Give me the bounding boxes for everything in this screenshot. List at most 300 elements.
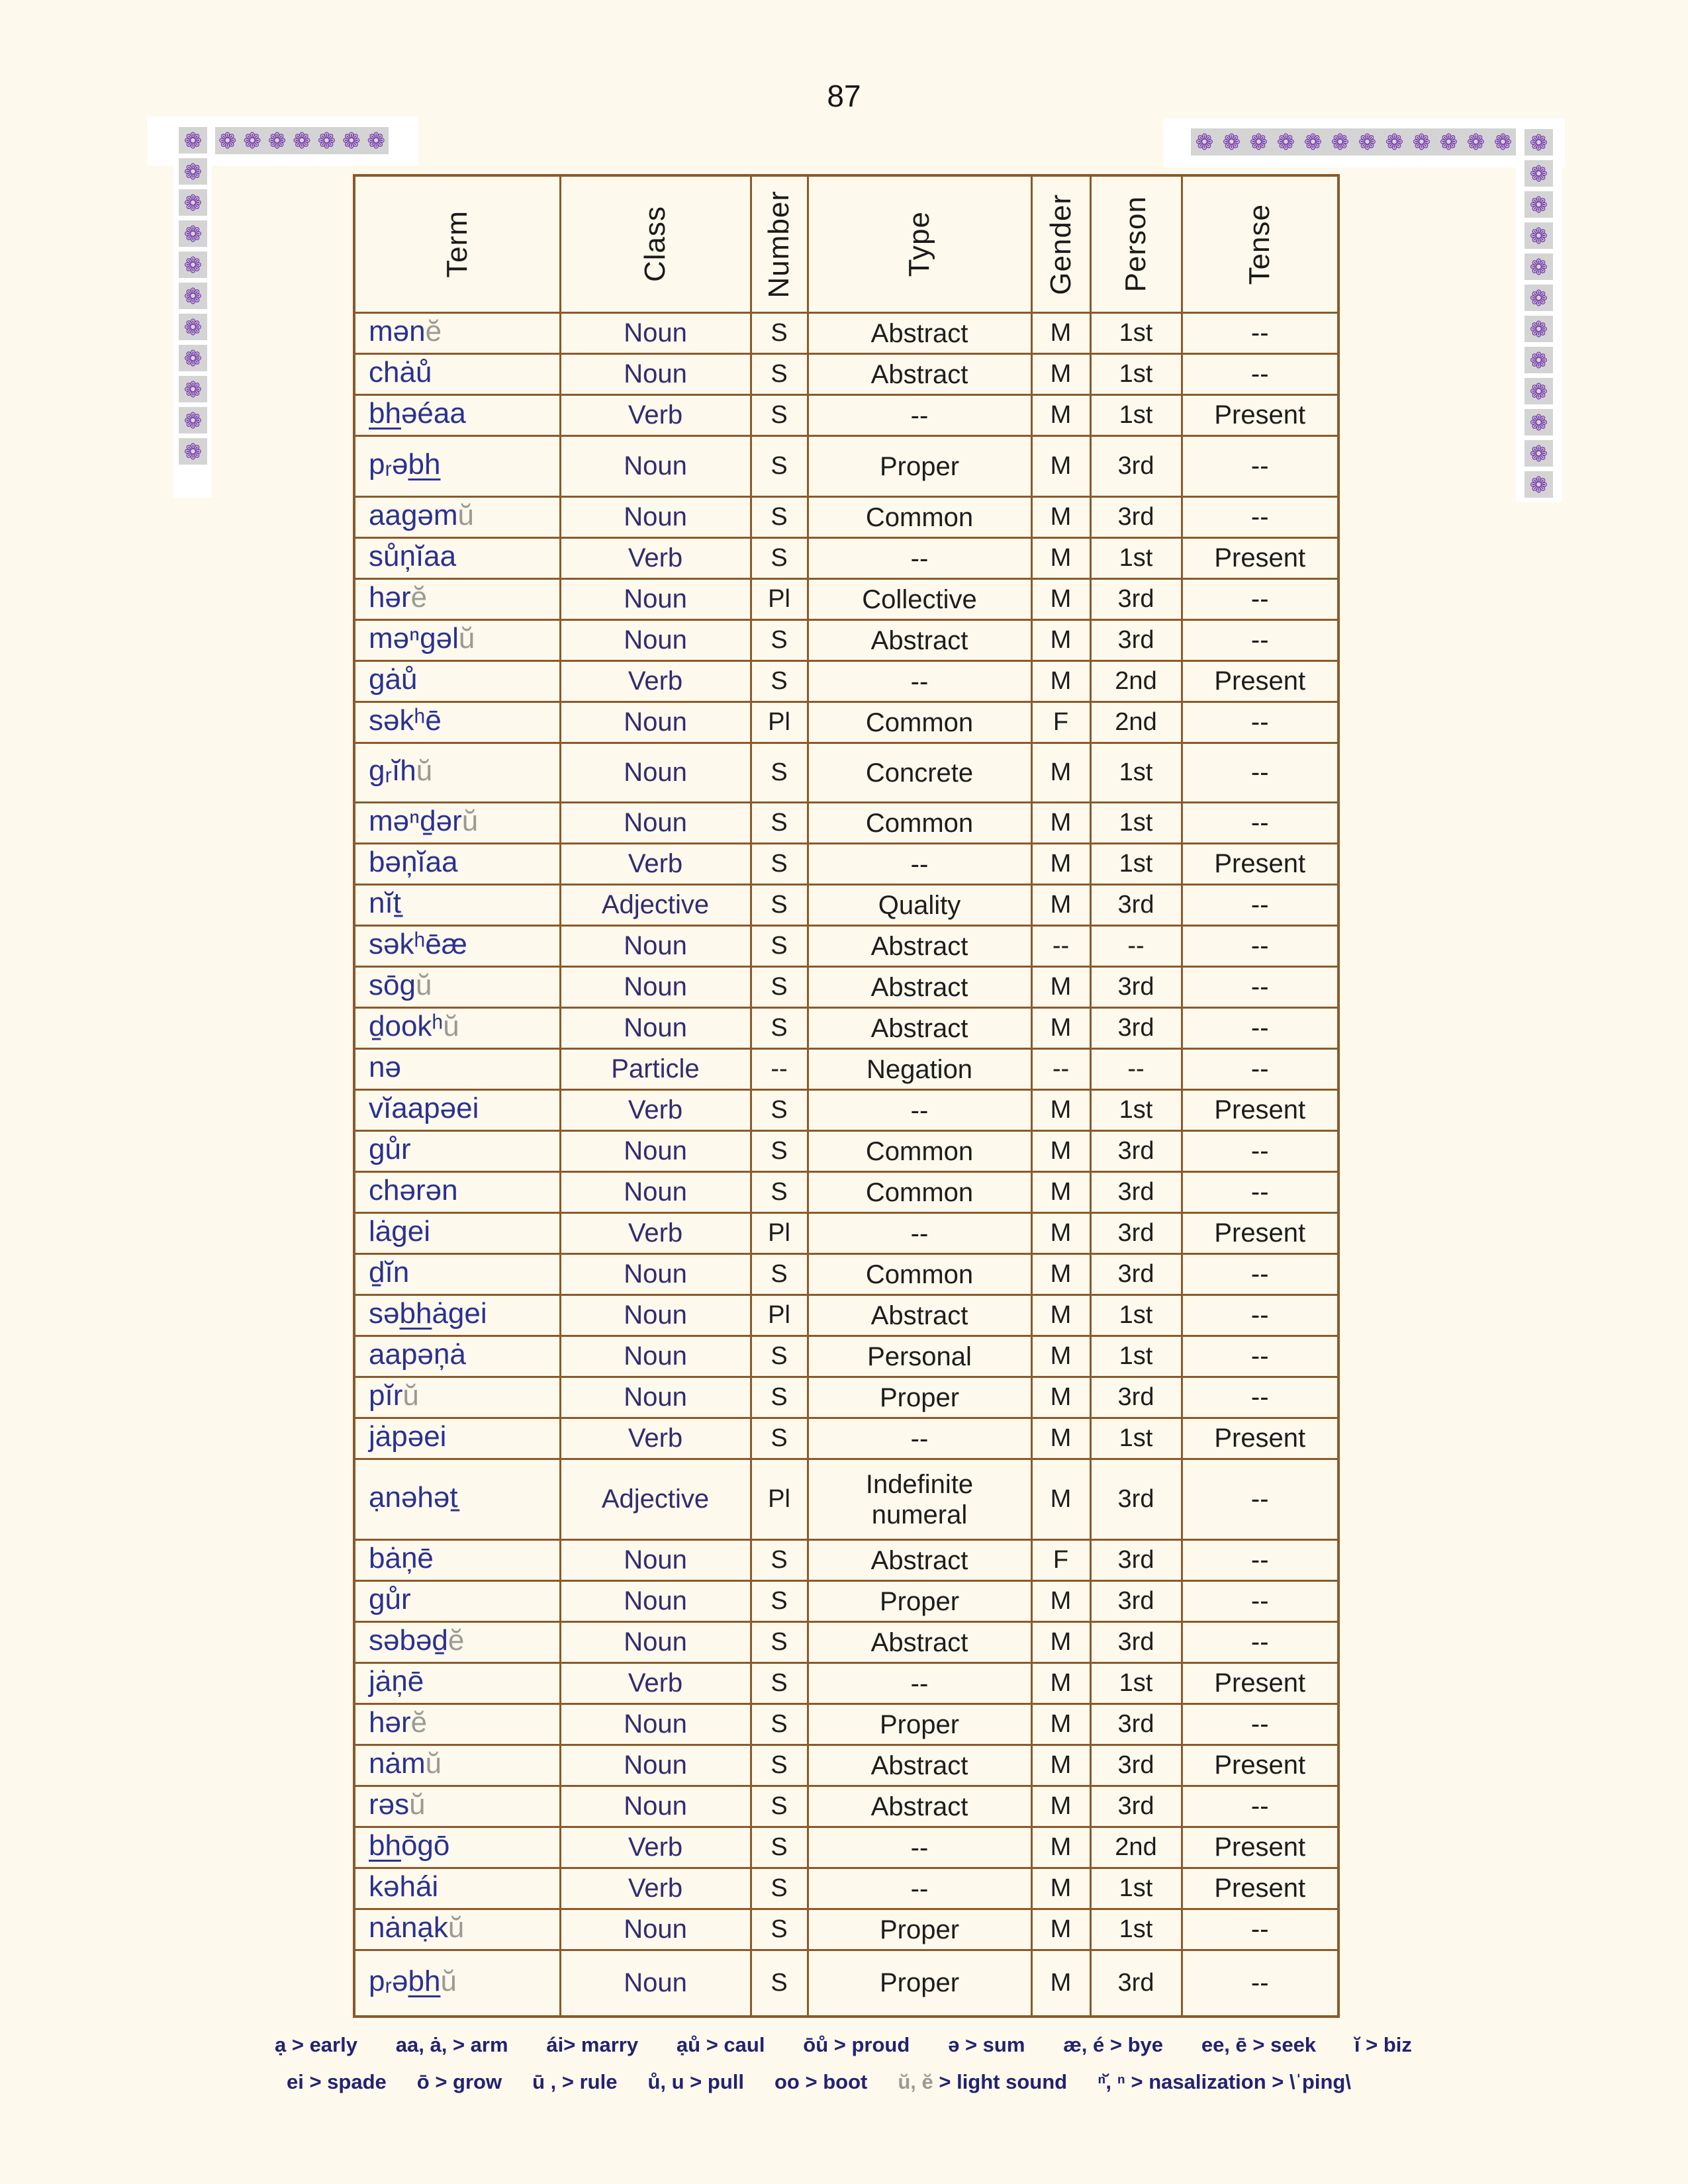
person-cell: 1st	[1090, 538, 1182, 579]
type-cell: Abstract	[808, 1008, 1031, 1049]
class-cell: Noun	[560, 926, 751, 967]
number-cell: S	[751, 436, 808, 497]
term-cell: nə	[354, 1049, 560, 1090]
table-row	[354, 844, 1338, 885]
term-cell: bhəéaa	[354, 395, 560, 436]
tense-cell: Present	[1182, 1213, 1338, 1254]
tense-cell: --	[1182, 1622, 1338, 1663]
flower-tile	[179, 189, 207, 216]
flower-icon: ❁	[1493, 130, 1513, 154]
number-cell: S	[751, 1090, 808, 1131]
flower-icon: ❁	[183, 439, 203, 464]
gender-cell: M	[1031, 579, 1090, 620]
person-cell: 3rd	[1090, 1213, 1182, 1254]
person-cell: 3rd	[1090, 436, 1182, 497]
gender-cell: M	[1031, 1131, 1090, 1172]
number-cell: S	[751, 1254, 808, 1295]
number-cell: S	[751, 967, 808, 1008]
class-cell: Noun	[560, 1581, 751, 1622]
person-cell: --	[1090, 1049, 1182, 1090]
tense-cell: Present	[1182, 395, 1338, 436]
type-cell: Collective	[808, 579, 1031, 620]
tense-cell: --	[1182, 1581, 1338, 1622]
number-cell: S	[751, 620, 808, 661]
term-cell: səbhȧgei	[354, 1295, 560, 1336]
term-cell: pᵣəbh	[354, 436, 560, 497]
number-cell: S	[751, 1909, 808, 1950]
term-cell: səkʰēæ	[354, 926, 560, 967]
class-cell: Noun	[560, 1704, 751, 1745]
flower-icon: ❁	[367, 128, 386, 153]
class-cell: Noun	[560, 1540, 751, 1581]
class-cell: Noun	[560, 967, 751, 1008]
column-header-label: Person	[1119, 196, 1152, 293]
column-header-label: Tense	[1243, 203, 1276, 285]
class-cell: Noun	[560, 1909, 751, 1950]
class-cell: Noun	[560, 497, 751, 538]
person-cell: 3rd	[1090, 1459, 1182, 1540]
table-row	[354, 1868, 1338, 1909]
table-row	[354, 803, 1338, 844]
class-cell: Verb	[560, 844, 751, 885]
gender-cell: M	[1031, 1172, 1090, 1213]
gender-cell: M	[1031, 1909, 1090, 1950]
tense-cell: --	[1182, 1704, 1338, 1745]
term-cell: jȧņē	[354, 1663, 560, 1704]
tense-cell: --	[1182, 743, 1338, 803]
person-cell: 1st	[1090, 1336, 1182, 1377]
person-cell: 1st	[1090, 803, 1182, 844]
table-row	[354, 538, 1338, 579]
pronunciation-key-item: ū , > rule	[532, 2070, 618, 2093]
table-row	[354, 1622, 1338, 1663]
tense-cell: Present	[1182, 1868, 1338, 1909]
gender-cell: M	[1031, 1786, 1090, 1827]
column-header-label: Term	[440, 210, 473, 278]
flower-tile	[179, 283, 207, 309]
person-cell: 3rd	[1090, 1131, 1182, 1172]
type-cell: Proper	[808, 1950, 1031, 2017]
gender-cell: M	[1031, 1704, 1090, 1745]
pronunciation-key-item: ĭ > biz	[1354, 2033, 1412, 2056]
class-cell: Noun	[560, 1622, 751, 1663]
class-cell: Noun	[560, 313, 751, 354]
type-cell: Indefinite numeral	[808, 1459, 1031, 1540]
pronunciation-key-item: ạ > early	[275, 2033, 357, 2056]
term-cell: hərĕ	[354, 579, 560, 620]
page-number: 87	[827, 79, 861, 113]
flower-icon: ❁	[1385, 130, 1404, 154]
number-cell: S	[751, 885, 808, 926]
type-cell: Common	[808, 1131, 1031, 1172]
term-cell: gᵣĭhŭ	[354, 743, 560, 803]
flower-tile	[179, 345, 207, 371]
flower-icon: ❁	[243, 128, 261, 153]
flower-icon: ❁	[1529, 192, 1548, 217]
column-header-label: Gender	[1044, 193, 1077, 295]
number-cell: S	[751, 1745, 808, 1786]
column-header-gender	[1031, 175, 1090, 313]
number-cell: Pl	[751, 1213, 808, 1254]
number-cell: S	[751, 313, 808, 354]
table-row	[354, 1540, 1338, 1581]
type-cell: Abstract	[808, 1786, 1031, 1827]
person-cell: 1st	[1090, 313, 1182, 354]
type-cell: Abstract	[808, 620, 1031, 661]
type-cell: Proper	[808, 1704, 1031, 1745]
person-cell: 2nd	[1090, 661, 1182, 702]
gender-cell: M	[1031, 354, 1090, 395]
gender-cell: M	[1031, 885, 1090, 926]
column-header-term	[354, 175, 560, 313]
flower-icon: ❁	[1303, 130, 1323, 154]
flower-tile	[1524, 440, 1553, 467]
flower-icon: ❁	[1222, 130, 1241, 154]
term-cell: bhōgō	[354, 1827, 560, 1868]
pronunciation-key-item: ái> marry	[546, 2033, 639, 2056]
table-row	[354, 1950, 1338, 2017]
term-cell: gůr	[354, 1581, 560, 1622]
column-header-label: Number	[763, 190, 795, 298]
flower-icon: ❁	[293, 128, 311, 153]
person-cell: 3rd	[1090, 967, 1182, 1008]
class-cell: Verb	[560, 538, 751, 579]
table-row	[354, 395, 1338, 436]
table-row	[354, 1254, 1338, 1295]
table-row	[354, 885, 1338, 926]
flower-icon: ❁	[1529, 130, 1548, 155]
person-cell: 3rd	[1090, 1254, 1182, 1295]
flower-tile	[179, 127, 207, 154]
class-cell: Adjective	[560, 885, 751, 926]
table-row	[354, 1581, 1338, 1622]
type-cell: --	[808, 1213, 1031, 1254]
class-cell: Adjective	[560, 1459, 751, 1540]
table-row	[354, 702, 1338, 743]
tense-cell: --	[1182, 1786, 1338, 1827]
tense-cell: --	[1182, 579, 1338, 620]
term-cell: vĭaapəei	[354, 1090, 560, 1131]
class-cell: Noun	[560, 1295, 751, 1336]
table-row	[354, 313, 1338, 354]
pronunciation-key-item: oo > boot	[774, 2070, 868, 2093]
class-cell: Verb	[560, 1418, 751, 1459]
pronunciation-key-item: æ, é > bye	[1063, 2033, 1164, 2056]
flower-icon: ❁	[1529, 285, 1548, 310]
flower-tile	[1524, 347, 1553, 373]
column-header-label: Type	[903, 211, 935, 277]
flower-icon: ❁	[1249, 130, 1268, 154]
class-cell: Verb	[560, 1213, 751, 1254]
gender-cell: M	[1031, 1213, 1090, 1254]
term-cell: məⁿd̠ərŭ	[354, 803, 560, 844]
table-row	[354, 1295, 1338, 1336]
class-cell: Noun	[560, 1336, 751, 1377]
term-cell: mənĕ	[354, 313, 560, 354]
person-cell: 3rd	[1090, 1377, 1182, 1418]
class-cell: Noun	[560, 1008, 751, 1049]
person-cell: 3rd	[1090, 1745, 1182, 1786]
type-cell: Common	[808, 497, 1031, 538]
type-cell: --	[808, 844, 1031, 885]
flower-icon: ❁	[342, 128, 361, 153]
term-cell: gůr	[354, 1131, 560, 1172]
term-cell: d̠ĭn	[354, 1254, 560, 1295]
person-cell: 3rd	[1090, 1950, 1182, 2017]
person-cell: 1st	[1090, 354, 1182, 395]
class-cell: Verb	[560, 395, 751, 436]
gender-cell: --	[1031, 1049, 1090, 1090]
class-cell: Verb	[560, 1868, 751, 1909]
person-cell: 3rd	[1090, 1786, 1182, 1827]
term-cell: nȧmŭ	[354, 1745, 560, 1786]
gender-cell: M	[1031, 1377, 1090, 1418]
type-cell: Common	[808, 702, 1031, 743]
tense-cell: --	[1182, 1336, 1338, 1377]
flower-border-top-left	[215, 127, 389, 154]
flower-tile	[1524, 316, 1553, 342]
term-cell: lȧgei	[354, 1213, 560, 1254]
flower-icon: ❁	[1195, 130, 1214, 154]
tense-cell: --	[1182, 497, 1338, 538]
class-cell: Noun	[560, 1172, 751, 1213]
term-cell: bəņĭaa	[354, 844, 560, 885]
gender-cell: M	[1031, 1254, 1090, 1295]
number-cell: S	[751, 1950, 808, 2017]
number-cell: S	[751, 1418, 808, 1459]
number-cell: Pl	[751, 579, 808, 620]
class-cell: Noun	[560, 1950, 751, 2017]
flower-icon: ❁	[1529, 223, 1548, 248]
type-cell: --	[808, 1663, 1031, 1704]
pronunciation-key-line-1	[275, 2033, 1412, 2057]
table-row	[354, 743, 1338, 803]
term-cell: səbəd̠ĕ	[354, 1622, 560, 1663]
number-cell: Pl	[751, 1295, 808, 1336]
flower-tile	[179, 407, 207, 433]
table-row	[354, 579, 1338, 620]
person-cell: --	[1090, 926, 1182, 967]
type-cell: Quality	[808, 885, 1031, 926]
table-row	[354, 1704, 1338, 1745]
pronunciation-key-item: ŭ, ĕ > light sound	[898, 2070, 1068, 2093]
gender-cell: M	[1031, 1827, 1090, 1868]
tense-cell: --	[1182, 1172, 1338, 1213]
type-cell: Proper	[808, 1377, 1031, 1418]
tense-cell: --	[1182, 1377, 1338, 1418]
type-cell: Common	[808, 1172, 1031, 1213]
flower-icon: ❁	[1276, 130, 1295, 154]
person-cell: 3rd	[1090, 1704, 1182, 1745]
table-row	[354, 497, 1338, 538]
flower-icon: ❁	[1529, 161, 1548, 186]
table-row	[354, 926, 1338, 967]
tense-cell: --	[1182, 702, 1338, 743]
number-cell: S	[751, 661, 808, 702]
person-cell: 1st	[1090, 844, 1182, 885]
class-cell: Verb	[560, 1090, 751, 1131]
term-cell: pĭrŭ	[354, 1377, 560, 1418]
flower-icon: ❁	[183, 221, 203, 246]
type-cell: Concrete	[808, 743, 1031, 803]
column-header-number	[751, 175, 808, 313]
flower-border-left-column	[179, 127, 207, 465]
gender-cell: M	[1031, 1295, 1090, 1336]
flower-tile	[1524, 285, 1553, 311]
flower-icon: ❁	[218, 128, 237, 153]
flower-icon: ❁	[1466, 130, 1485, 154]
flower-icon: ❁	[183, 314, 203, 340]
gender-cell: M	[1031, 313, 1090, 354]
gender-cell: M	[1031, 1336, 1090, 1377]
person-cell: 1st	[1090, 743, 1182, 803]
type-cell: Negation	[808, 1049, 1031, 1090]
number-cell: S	[751, 803, 808, 844]
flower-tile	[1524, 222, 1553, 249]
gender-cell: M	[1031, 1745, 1090, 1786]
tense-cell: --	[1182, 1540, 1338, 1581]
type-cell: Abstract	[808, 1540, 1031, 1581]
flower-icon: ❁	[1331, 130, 1350, 154]
gender-cell: M	[1031, 1581, 1090, 1622]
number-cell: S	[751, 1827, 808, 1868]
number-cell: S	[751, 1622, 808, 1663]
person-cell: 1st	[1090, 1090, 1182, 1131]
number-cell: S	[751, 1008, 808, 1049]
tense-cell: --	[1182, 1950, 1338, 2017]
type-cell: --	[808, 538, 1031, 579]
tense-cell: Present	[1182, 1827, 1338, 1868]
class-cell: Noun	[560, 579, 751, 620]
term-cell: sōgŭ	[354, 967, 560, 1008]
type-cell: Abstract	[808, 967, 1031, 1008]
table-row	[354, 1172, 1338, 1213]
flower-tile	[1524, 191, 1553, 218]
pronunciation-key-item: aa, ȧ, > arm	[395, 2033, 508, 2056]
term-cell: gȧů	[354, 661, 560, 702]
person-cell: 3rd	[1090, 497, 1182, 538]
flower-icon: ❁	[183, 345, 203, 371]
type-cell: --	[808, 1868, 1031, 1909]
pronunciation-key-item: ə > sum	[948, 2033, 1025, 2056]
tense-cell: --	[1182, 967, 1338, 1008]
person-cell: 1st	[1090, 1295, 1182, 1336]
flower-tile	[179, 158, 207, 185]
term-cell: jȧpəei	[354, 1418, 560, 1459]
class-cell: Particle	[560, 1049, 751, 1090]
type-cell: Abstract	[808, 926, 1031, 967]
person-cell: 1st	[1090, 1663, 1182, 1704]
type-cell: --	[808, 1418, 1031, 1459]
number-cell: S	[751, 1704, 808, 1745]
column-header-label: Class	[639, 206, 671, 283]
class-cell: Verb	[560, 1827, 751, 1868]
type-cell: Abstract	[808, 1745, 1031, 1786]
pronunciation-key-line-2	[287, 2070, 1351, 2094]
flower-icon: ❁	[183, 408, 203, 433]
gender-cell: M	[1031, 1950, 1090, 2017]
number-cell: S	[751, 1336, 808, 1377]
person-cell: 3rd	[1090, 579, 1182, 620]
tense-cell: --	[1182, 436, 1338, 497]
number-cell: S	[751, 497, 808, 538]
gender-cell: M	[1031, 538, 1090, 579]
gender-cell: M	[1031, 1418, 1090, 1459]
tense-cell: --	[1182, 885, 1338, 926]
gender-cell: M	[1031, 620, 1090, 661]
pronunciation-key-item: ei > spade	[287, 2070, 387, 2093]
grammar-analysis-table	[353, 174, 1340, 2018]
class-cell: Noun	[560, 1254, 751, 1295]
person-cell: 2nd	[1090, 702, 1182, 743]
table-row	[354, 1008, 1338, 1049]
number-cell: --	[751, 1049, 808, 1090]
type-cell: Abstract	[808, 313, 1031, 354]
type-cell: Personal	[808, 1336, 1031, 1377]
person-cell: 3rd	[1090, 1540, 1182, 1581]
person-cell: 1st	[1090, 1909, 1182, 1950]
flower-tile	[1524, 409, 1553, 435]
gender-cell: M	[1031, 497, 1090, 538]
gender-cell: M	[1031, 1622, 1090, 1663]
flower-icon: ❁	[183, 190, 203, 215]
number-cell: S	[751, 354, 808, 395]
person-cell: 3rd	[1090, 885, 1182, 926]
flower-border-right-column	[1524, 129, 1553, 498]
table-row	[354, 1909, 1338, 1950]
person-cell: 2nd	[1090, 1827, 1182, 1868]
flower-tile	[1524, 253, 1553, 280]
tense-cell: --	[1182, 1909, 1338, 1950]
pronunciation-key-item: ō > grow	[416, 2070, 502, 2093]
number-cell: S	[751, 844, 808, 885]
flower-icon: ❁	[183, 252, 203, 277]
flower-icon: ❁	[1529, 254, 1548, 279]
table-row	[354, 967, 1338, 1008]
flower-icon: ❁	[1529, 472, 1548, 497]
table-row	[354, 1745, 1338, 1786]
gender-cell: M	[1031, 1008, 1090, 1049]
flower-tile	[1524, 471, 1553, 498]
table-row	[354, 354, 1338, 395]
flower-border-top-right	[1191, 128, 1517, 156]
table-header	[354, 175, 1338, 313]
tense-cell: Present	[1182, 1090, 1338, 1131]
table-row	[354, 661, 1338, 702]
tense-cell: --	[1182, 1049, 1338, 1090]
tense-cell: --	[1182, 803, 1338, 844]
flower-tile	[179, 220, 207, 247]
tense-cell: --	[1182, 1131, 1338, 1172]
number-cell: S	[751, 1786, 808, 1827]
number-cell: S	[751, 1663, 808, 1704]
flower-icon: ❁	[183, 283, 203, 308]
gender-cell: M	[1031, 844, 1090, 885]
class-cell: Noun	[560, 743, 751, 803]
number-cell: S	[751, 1581, 808, 1622]
flower-icon: ❁	[183, 159, 203, 184]
table-row	[354, 1663, 1338, 1704]
gender-cell: M	[1031, 1663, 1090, 1704]
term-cell: kəhái	[354, 1868, 560, 1909]
type-cell: Proper	[808, 1909, 1031, 1950]
person-cell: 3rd	[1090, 1622, 1182, 1663]
gender-cell: M	[1031, 1868, 1090, 1909]
pronunciation-key-item: ōů > proud	[803, 2033, 910, 2056]
flower-icon: ❁	[1529, 379, 1548, 404]
tense-cell: Present	[1182, 1418, 1338, 1459]
table-row	[354, 436, 1338, 497]
